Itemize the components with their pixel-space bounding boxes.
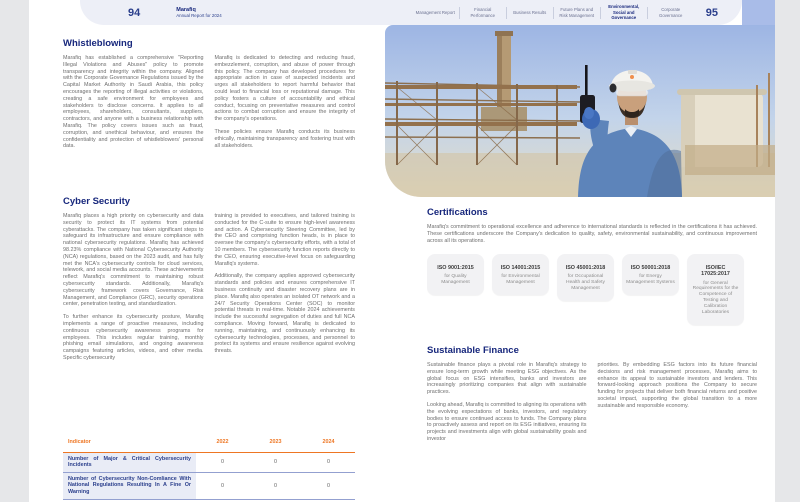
iso-badge-title: ISO 14001:2015 (500, 264, 541, 271)
brand-subtitle: Annual Report for 2024 (176, 13, 222, 19)
report-spread (29, 0, 775, 502)
paragraph: Marafiq places a high priority on cybersecurity and data security to protect its IT systems from potential cyberattacks. The company has taken significant steps to safeguard its infrastructure and ensure compliance with national cybersecurity regulations. Marafiq has achieved 98.23% compliance with National Cybersecurity Authority (NCA) regulations, based on the 2023 audit, and has fully met the NCA's cybersecurity controls for cloud services, telework, and social media accounts. These achievements reflect Marafiq's commitment to maintaining robust cybersecurity standards. Additionally, Marafiq's cybersecurity framework covers Governance, Risk Management, and Compliance (GRC), security operations center, penetration testing, and standardization. (63, 213, 204, 308)
iso-badge-45001 (557, 254, 614, 301)
table-cell: 0 (274, 482, 277, 489)
table-cell: 0 (221, 482, 224, 489)
paragraph: training is provided to executives, and tailored training is conducted for the C-suite to ensure high-level awareness and action. A Cybersecurity Steering Committee, led by the CEO and comprising function heads, is in place to oversee the company's cybersecurity efforts, with a total of 10 members. The cybersecurity function reports directly to the CEO, ensuring executive-level focus on safeguarding Marafiq's systems. (214, 213, 355, 267)
sustainable-finance-col2 (598, 362, 758, 449)
table-row-label: Number of Major & Critical Cybersecurity Incidents (63, 453, 196, 472)
table-cell: 0 (327, 459, 330, 466)
iso-badges-row (427, 254, 757, 325)
brand-logo-text: Marafiq (176, 6, 196, 13)
table-cell: 0 (274, 459, 277, 466)
brand-block (176, 7, 221, 19)
cyber-security-title: Cyber Security (63, 196, 131, 207)
iso-badge-title: ISO/IEC 17025:2017 (701, 264, 730, 278)
certifications-intro: Marafiq's commitment to operational excellence and adherence to international standards is reflected in the certifications it has achieved. These certifications underscore the Company's dedication to quality, safety, environmental sustainability, and continuous improvement across all its operations. (427, 224, 757, 244)
nav-tab-management-report[interactable]: Management Report (415, 9, 455, 15)
table-header-indicator: Indicator (68, 439, 91, 445)
table-cell: 0 (221, 459, 224, 466)
plant-worker-photo (385, 25, 775, 197)
plant-worker-illustration (385, 25, 775, 197)
nav-tab-financial-performance[interactable]: Financial Performance (459, 7, 506, 19)
header-bar (80, 0, 742, 25)
iso-badge-14001 (492, 254, 549, 295)
whistleblowing-col1 (63, 55, 204, 156)
cyber-security-col2 (215, 213, 356, 368)
cyber-security-section (63, 196, 355, 428)
nav-tab-business-results[interactable]: Business Results (506, 7, 553, 19)
paragraph: Additionally, the company applies approved cybersecurity standards and policies and ensures comprehensive IT business continuity and disaster recovery plans are in place. Marafiq also operates an isolated OT network and a 24/7 Security Operations Center (SOC) to monitor potential threats in real-time. Notable 2024 achievements include the successful segregation of duties and full NCA compliance. Moving forward, Marafiq is dedicated to running, maintaining, and continuously enhancing its cybersecurity technologies, processes, and personnel to protect its systems and ensure resilience against evolving threats. (214, 273, 355, 355)
iso-badge-title: ISO 45001:2018 (565, 264, 606, 271)
whistleblowing-section (63, 38, 355, 193)
iso-badge-9001 (427, 254, 484, 295)
certifications-section (427, 207, 757, 342)
paragraph: Sustainable finance plays a pivotal role in Marafiq's strategy to ensure long-term growth while meeting ESG objectives. As the global focus on ESG intensifies, banks and investors are increasingly prioritizing companies that align with sustainable practices. (427, 362, 587, 396)
iso-badge-title: ISO 9001:2015 (437, 264, 474, 271)
whistleblowing-title: Whistleblowing (63, 38, 133, 49)
iso-badge-desc: for General Requirements for the Competence of Testing and Calibration Laboratories (692, 280, 739, 316)
paragraph: These policies ensure Marafiq conducts its business ethically, maintaining transparency and fostering trust with all stakeholders. (214, 128, 355, 149)
paragraph: To further enhance its cybersecurity posture, Marafiq implements a range of proactive measures, including continuous cybersecurity awareness programs for employees. This includes regular training, monthly phishing email simulations, and ongoing awareness campaigns featuring articles, videos, and other media. Specific cybersecurity (63, 314, 204, 361)
table-header-row (63, 433, 355, 453)
nav-tab-corporate-governance[interactable]: Corporate Governance (647, 7, 694, 19)
section-nav (412, 0, 694, 25)
iso-badge-title: ISO 50001:2018 (630, 264, 671, 271)
cybersecurity-indicator-table (63, 433, 355, 500)
cyber-security-col1 (63, 213, 204, 368)
paragraph: priorities. By embedding ESG factors into its future financial decisions and risk management processes, Marafiq aims to enhance its appeal to sustainable investors and lenders. This forward-looking approach positions the Company to secure funding for projects that deliver both financial returns and positive societal impact, supporting the global transition to a more sustainable and responsible economy. (597, 362, 757, 409)
table-row-label: Number of Cybersecurity Non-Comliance With National Regulations Resulting In A Fine Or Warning (63, 473, 196, 499)
iso-badge-50001 (622, 254, 679, 295)
page-number-right: 95 (705, 6, 718, 19)
iso-badge-desc: for Energy Management Systems (626, 274, 675, 286)
table-cell: 0 (327, 482, 330, 489)
iso-badge-17025 (687, 254, 744, 325)
nav-tab-future-plans-risk[interactable]: Future Plans and Risk Management (553, 7, 600, 19)
iso-badge-desc: for Quality Management (441, 274, 470, 286)
table-row (63, 453, 355, 473)
table-header-2023: 2023 (269, 439, 282, 446)
page-number-left: 94 (128, 6, 141, 19)
table-header-2022: 2022 (216, 439, 229, 446)
iso-badge-desc: for Occupational Health and Safety Management (566, 274, 605, 291)
paragraph: Marafiq is dedicated to detecting and reducing fraud, embezzlement, corruption, and abuse of power through this policy. The company has developed procedures for appropriate action in case of suspected incidents and urges all stakeholders to report harmful behavior that could lead to financial loss or reputational damage. This policy fosters a culture of accountability and ethical conduct, focusing on preventative measures and control actions to combat corruption and ensure the integrity of the company's operations. (214, 55, 355, 123)
sustainable-finance-section (427, 345, 757, 495)
table-header-2024: 2024 (322, 439, 335, 446)
whistleblowing-col2 (215, 55, 356, 156)
iso-badge-desc: for Environmental Management (501, 274, 540, 286)
certifications-title: Certifications (427, 207, 488, 218)
nav-tab-esg-active[interactable]: Environmental, Social and Governance (600, 7, 647, 19)
sustainable-finance-title: Sustainable Finance (427, 345, 519, 356)
paragraph: Looking ahead, Marafiq is committed to aligning its operations with the evolving expectations of banks, investors, and regulatory bodies to ensure continued access to funds. The Company plans to proactively assess and report on its ESG initiatives, ensuring its projects and investments align with global sustainability goals and investor (427, 401, 587, 442)
paragraph: Marafiq has established a comprehensive "Reporting Illegal Violations and Abuses" policy to promote transparency and integrity within the company. Aligned with the Corporate Governance Regulations issued by the Capital Market Authority in Saudi Arabia, this policy encourages the reporting of illegal activities or violations, creating a safe environment for employees and stakeholders to disclose concerns. It applies to all employees, shareholders, consultants, suppliers, contractors, and anyone with a business relationship with Marafiq. The policy covers issues such as fraud, corruption, and unethical behaviour, and ensures the confidentiality and protection of whistleblowers' personal data. (63, 55, 204, 150)
table-row (63, 473, 355, 500)
sustainable-finance-col1 (427, 362, 587, 449)
